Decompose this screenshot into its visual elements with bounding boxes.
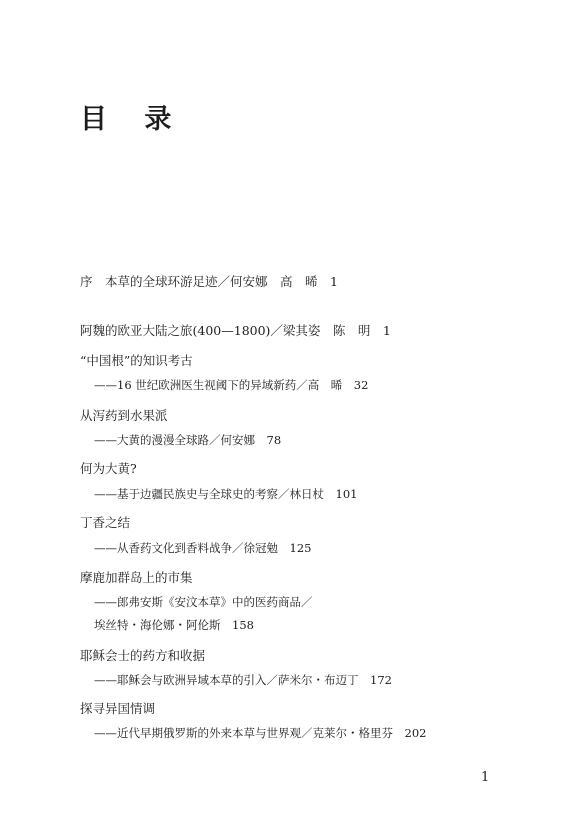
toc-entry-4-subtitle[interactable]: ——基于边疆民族史与全球史的考察／林日杖 101 bbox=[94, 487, 358, 501]
toc-entry-3-subtitle[interactable]: ——大黄的漫漫全球路／何安娜 78 bbox=[94, 433, 282, 447]
toc-entry-8-subtitle[interactable]: ——近代早期俄罗斯的外来本草与世界观／克莱尔・格里芬 202 bbox=[94, 726, 427, 740]
toc-entry-5-title[interactable]: 丁香之结 bbox=[80, 515, 131, 530]
toc-entry-5-subtitle[interactable]: ——从香药文化到香料战争／徐冠勉 125 bbox=[94, 541, 312, 555]
toc-entry-6-title[interactable]: 摩鹿加群岛上的市集 bbox=[80, 570, 193, 585]
toc-entry-3-title[interactable]: 从泻药到水果派 bbox=[80, 408, 168, 423]
toc-entry-2-title[interactable]: “中国根”的知识考古 bbox=[80, 353, 193, 368]
toc-entry-1-title[interactable]: 阿魏的欧亚大陆之旅(400—1800)／梁其姿 陈 明 1 bbox=[80, 323, 391, 338]
toc-entry-preface[interactable]: 序 本草的全球环游足迹／何安娜 高 晞 1 bbox=[80, 274, 338, 289]
page-title: 目 录 bbox=[80, 104, 186, 135]
toc-entry-4-title[interactable]: 何为大黄? bbox=[80, 461, 137, 476]
toc-entry-2-subtitle[interactable]: ——16 世纪欧洲医生视阈下的异域新药／高 晞 32 bbox=[94, 378, 369, 392]
toc-entry-6-subtitle[interactable]: ——郎弗安斯《安汶本草》中的医药商品／ bbox=[94, 595, 313, 609]
page-number: 1 bbox=[481, 770, 490, 785]
toc-entry-7-subtitle[interactable]: ——耶稣会与欧洲异域本草的引入／萨米尔・布迈丁 172 bbox=[94, 673, 392, 687]
toc-entry-6-authors[interactable]: 埃丝特・海伦娜・阿伦斯 158 bbox=[94, 618, 254, 632]
toc-entry-7-title[interactable]: 耶稣会士的药方和收据 bbox=[80, 648, 206, 663]
toc-entry-8-title[interactable]: 探寻异国情调 bbox=[80, 701, 156, 716]
